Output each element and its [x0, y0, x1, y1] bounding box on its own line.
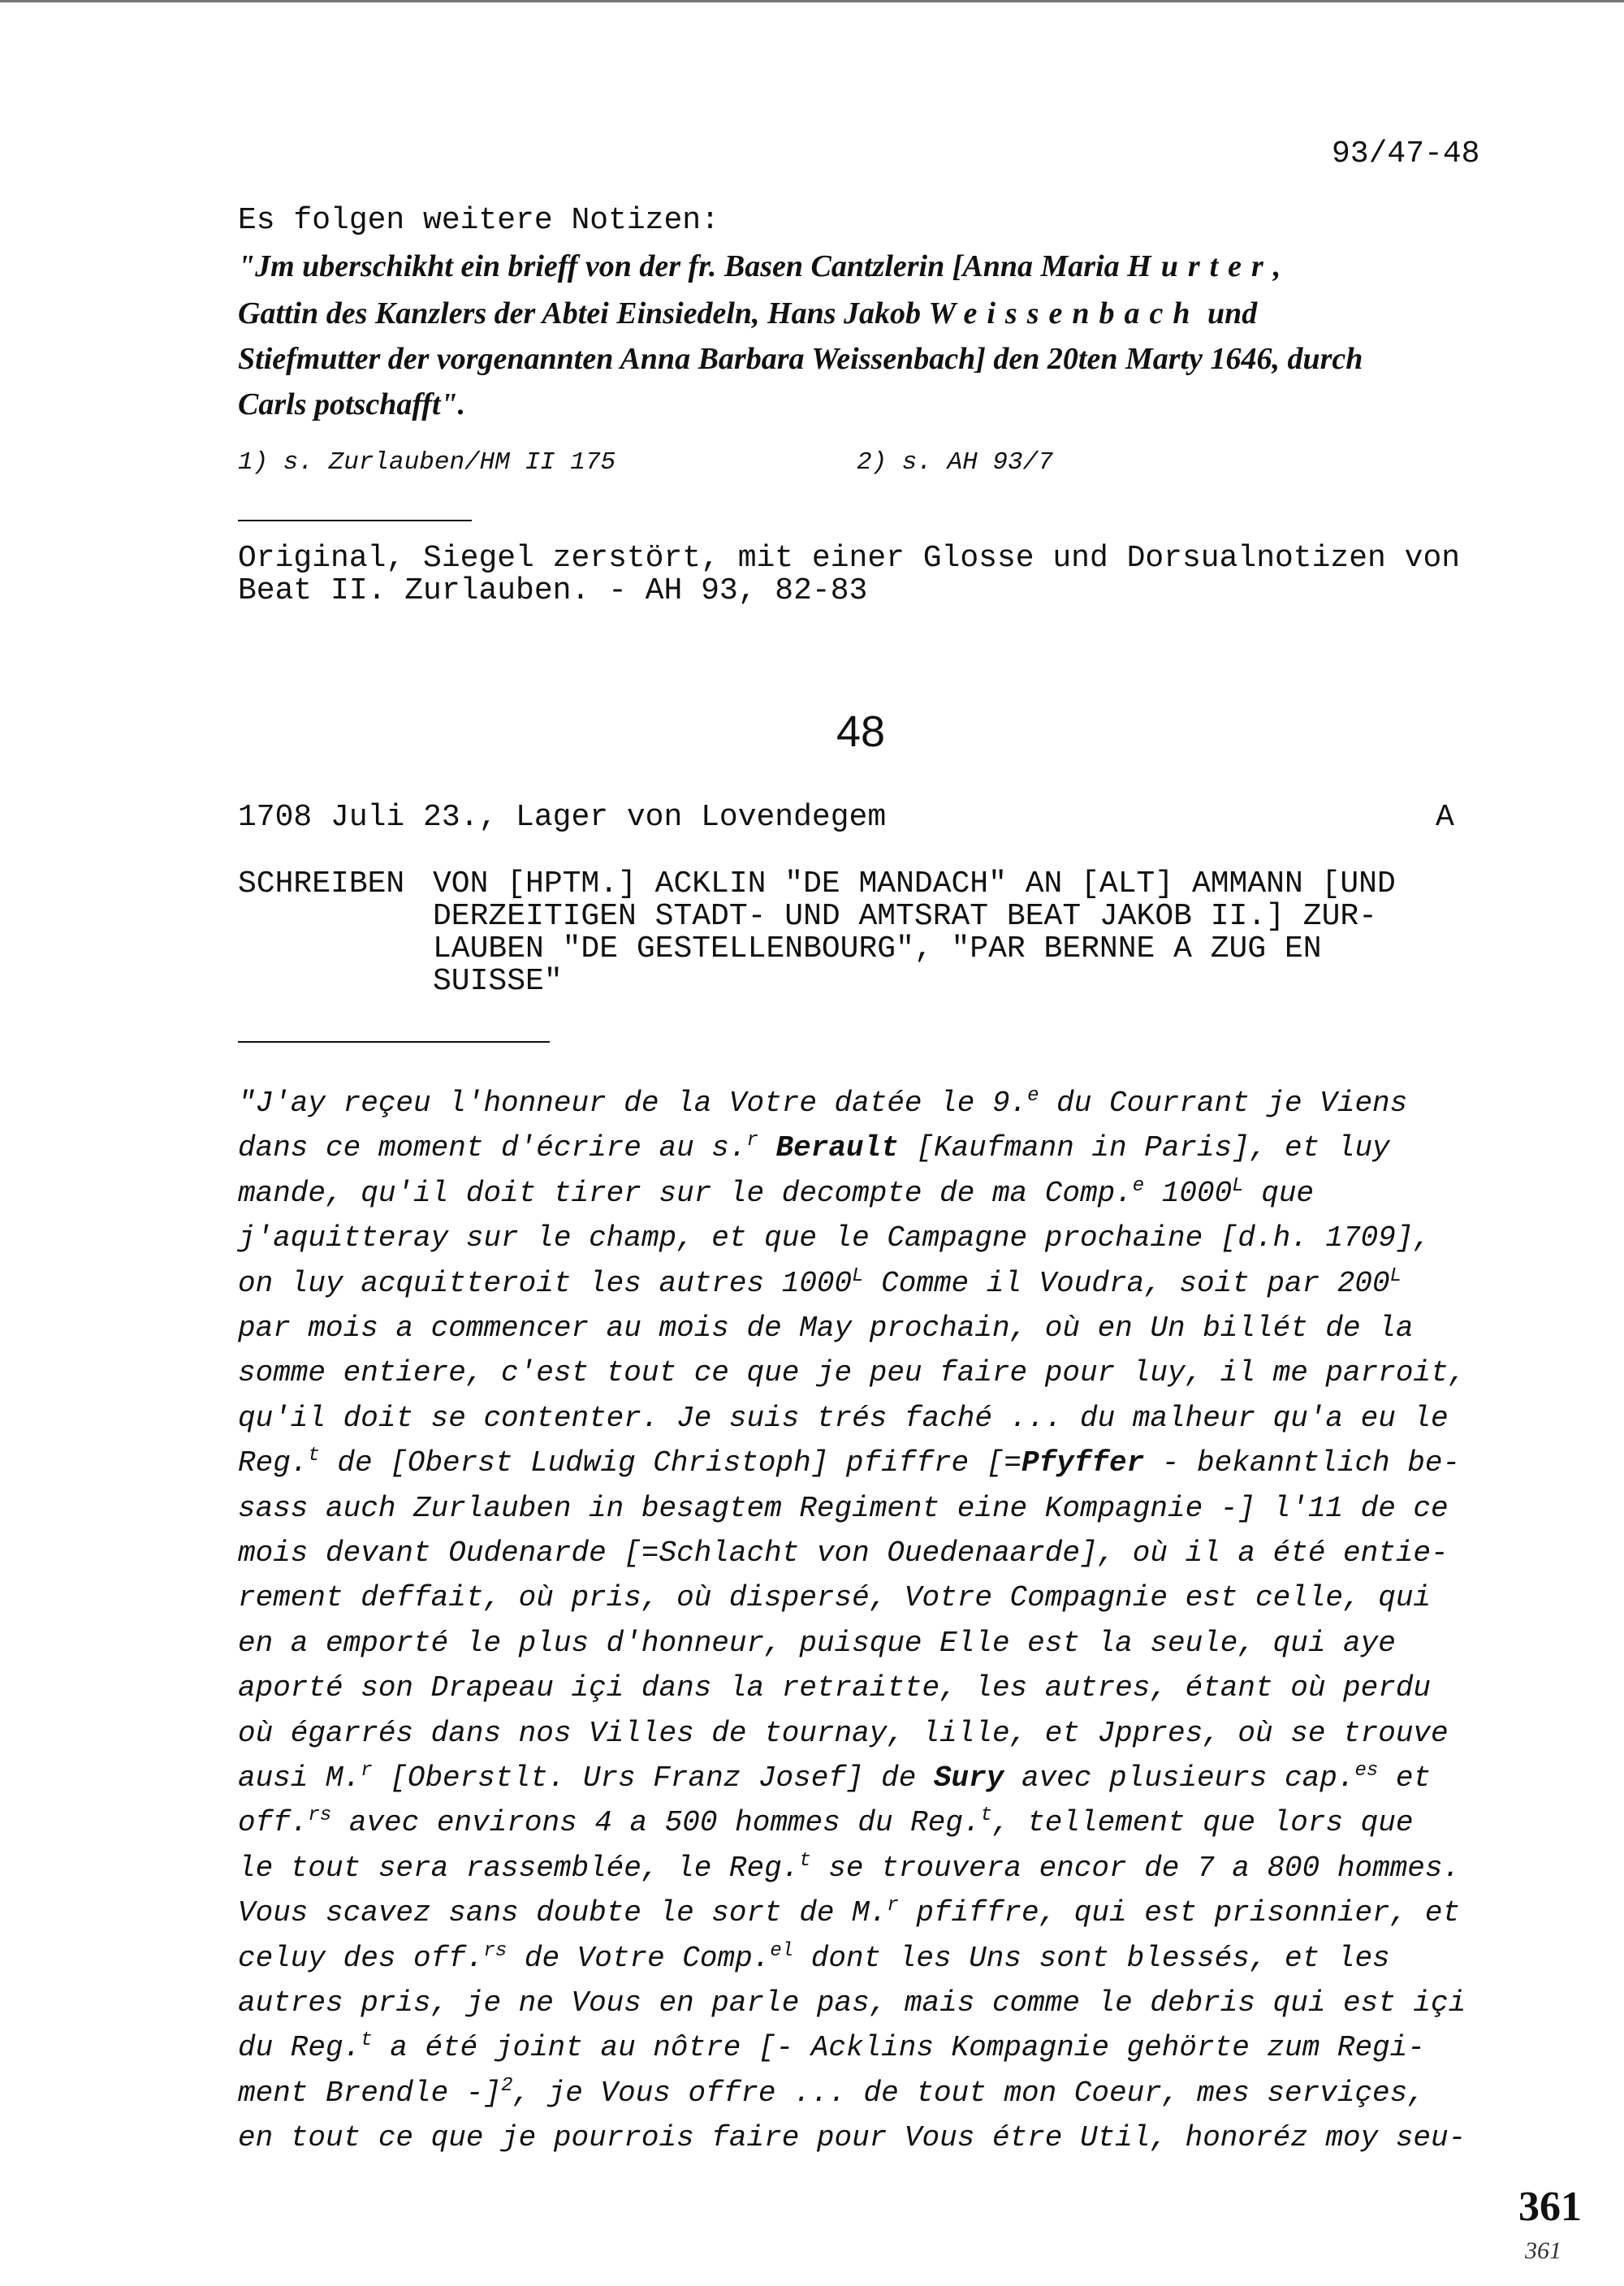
- heading-line-1: VON [HPTM.] ACKLIN "DE MANDACH" AN [ALT] AMMANN [UND: [433, 866, 1396, 901]
- body-line: [238, 2121, 1466, 2154]
- body-line: [238, 1267, 1402, 1300]
- original-note: [238, 542, 1460, 607]
- superscript: L: [1232, 1175, 1244, 1197]
- quote-text: Stiefmutter der vorgenannten Anna Barbara Weissenbach] den 20ten Marty 1646, durch: [238, 342, 1363, 376]
- body-line: [238, 1177, 1314, 1210]
- quote-text: Gattin des Kanzlers der Abtei Einsiedeln, Hans Jakob: [238, 296, 929, 331]
- heading-lead: SCHREIBEN: [238, 866, 405, 901]
- body-text: somme entiere, c'est tout ce que je peu faire pour luy, il me parroit,: [238, 1356, 1466, 1389]
- body-text: avec environs 4 a 500 hommes du Reg.: [331, 1806, 981, 1839]
- superscript: L: [1389, 1265, 1402, 1287]
- body-line: [238, 2031, 1425, 2064]
- body-line: [238, 1671, 1431, 1705]
- superscript: r: [746, 1130, 758, 1152]
- heading-line-4: SUISSE": [433, 964, 563, 999]
- body-text: mande, qu'il doit tirer sur le decompte de ma Comp.: [238, 1177, 1133, 1210]
- body-text: du Reg.: [238, 2031, 361, 2064]
- body-text: le tout sera rassemblée, le Reg.: [238, 1852, 800, 1885]
- body-text: où égarrés dans nos Villes de tournay, lille, et Jppres, où se trouve: [238, 1717, 1449, 1750]
- body-text: 1000: [1144, 1177, 1233, 1210]
- superscript: e: [1132, 1175, 1145, 1197]
- footnote-1: 1) s. Zurlauben/HM II 175: [238, 448, 616, 477]
- body-text: , tellement que lors que: [991, 1806, 1414, 1839]
- body-text: - bekanntlich be-: [1144, 1446, 1461, 1480]
- name-emphasis: Pfyffer: [1021, 1446, 1145, 1480]
- quote-line: [238, 248, 1281, 284]
- superscript: r: [887, 1895, 899, 1917]
- body-text: et: [1378, 1761, 1432, 1795]
- body-text: ment Brendle -]: [238, 2076, 502, 2110]
- body-text: dont les Uns sont blessés, et les: [793, 1942, 1390, 1975]
- quote-text: "Jm uberschikht ein brieff von der fr. Basen Cantzlerin [Anna Maria: [238, 249, 1128, 283]
- body-line: [238, 1581, 1431, 1614]
- body-line: [238, 1446, 1460, 1480]
- body-text: en tout ce que je pourrois faire pour Vous étre Util, honoréz moy seu-: [238, 2121, 1466, 2154]
- superscript: t: [799, 1850, 811, 1872]
- name-emphasis: Sury: [933, 1761, 1004, 1795]
- body-text: que: [1243, 1177, 1315, 1210]
- body-text: qu'il doit se contenter. Je suis trés faché ... du malheur qu'a eu le: [238, 1402, 1449, 1435]
- quote-text: Carls potschafft".: [238, 387, 466, 421]
- body-line: [238, 1131, 1390, 1165]
- body-text: Reg.: [238, 1446, 309, 1480]
- page-number: 361: [1518, 2184, 1582, 2230]
- body-text: se trouvera encor de 7 a 800 hommes.: [810, 1852, 1461, 1885]
- body-line: [238, 1627, 1396, 1660]
- heading-divider: [238, 1041, 550, 1043]
- superscript: t: [361, 2029, 373, 2051]
- superscript: 2: [501, 2075, 513, 2097]
- spaced-name: Weissenbach: [928, 296, 1200, 331]
- heading-line-2: DERZEITIGEN STADT- UND AMTSRAT BEAT JAKOB II.] ZUR-: [433, 899, 1377, 934]
- body-text: , je Vous offre ... de tout mon Coeur, mes serviçes,: [512, 2076, 1425, 2110]
- superscript: rs: [308, 1804, 332, 1826]
- superscript: el: [770, 1940, 794, 1962]
- body-text: de [Oberst Ludwig Christoph] pfiffre [=: [319, 1446, 1021, 1480]
- body-line: [238, 1221, 1431, 1255]
- footnote-divider: [238, 520, 472, 521]
- body-line: [238, 1942, 1390, 1975]
- body-line: [238, 1852, 1460, 1885]
- document-number: 48: [836, 707, 886, 756]
- body-line: [238, 1402, 1449, 1435]
- quote-text: und: [1199, 296, 1258, 331]
- quote-line: [238, 296, 1257, 331]
- body-text: [Oberstlt. Urs Franz Josef] de: [372, 1761, 934, 1795]
- original-note-line-2: Beat II. Zurlauben. - AH 93, 82-83: [238, 573, 868, 608]
- body-text: [758, 1131, 776, 1165]
- body-line: [238, 1312, 1413, 1345]
- superscript: e: [1027, 1085, 1039, 1107]
- body-line: [238, 1087, 1407, 1120]
- body-text: "J'ay reçeu l'honneur de la Votre datée le 9.: [238, 1087, 1028, 1120]
- body-text: mois devant Oudenarde [=Schlacht von Ouedenaarde], où il a été entie-: [238, 1536, 1449, 1570]
- body-text: pfiffre, qui est prisonnier, et: [898, 1896, 1461, 1929]
- quote-line: [238, 387, 465, 422]
- name-emphasis: Berault: [775, 1131, 899, 1165]
- body-text: du Courrant je Viens: [1039, 1087, 1408, 1120]
- intro-text: Es folgen weitere Notizen:: [238, 203, 719, 238]
- body-text: dans ce moment d'écrire au s.: [238, 1131, 747, 1165]
- footnote-2: 2) s. AH 93/7: [857, 448, 1053, 477]
- superscript: r: [361, 1760, 373, 1782]
- body-text: en a emporté le plus d'honneur, puisque Elle est la seule, qui aye: [238, 1627, 1396, 1660]
- body-text: off.: [238, 1806, 309, 1839]
- body-line: [238, 2076, 1425, 2110]
- document-reference: 93/47-48: [1332, 136, 1480, 171]
- body-line: [238, 1536, 1449, 1570]
- superscript: t: [980, 1804, 992, 1826]
- body-text: Vous scavez sans doubte le sort de M.: [238, 1896, 888, 1929]
- body-line: [238, 1356, 1466, 1389]
- body-text: rement deffait, où pris, où dispersé, Votre Compagnie est celle, qui: [238, 1581, 1432, 1614]
- spaced-name: Hurter: [1127, 249, 1273, 283]
- body-line: [238, 1806, 1413, 1839]
- body-text: [Kaufmann in Paris], et luy: [898, 1131, 1390, 1165]
- quote-line: [238, 341, 1363, 377]
- body-text: autres pris, je ne Vous en parle pas, mais comme le debris qui est içi: [238, 1986, 1466, 2020]
- body-text: de Votre Comp.: [507, 1942, 771, 1975]
- letter-marker: A: [1436, 800, 1454, 835]
- body-line: [238, 1896, 1460, 1929]
- body-text: ausi M.: [238, 1761, 361, 1795]
- body-text: sass auch Zurlauben in besagtem Regiment eine Kompagnie -] l'11 de ce: [238, 1492, 1449, 1525]
- superscript: es: [1354, 1760, 1379, 1782]
- superscript: rs: [483, 1940, 508, 1962]
- body-text: par mois a commencer au mois de May prochain, où en Un billét de la: [238, 1312, 1414, 1345]
- body-line: [238, 1717, 1449, 1750]
- body-text: celuy des off.: [238, 1942, 484, 1975]
- heading-line-3: LAUBEN "DE GESTELLENBOURG", "PAR BERNNE A ZUG EN: [433, 931, 1322, 966]
- page-number-handwritten: 361: [1525, 2237, 1561, 2264]
- superscript: L: [852, 1265, 864, 1287]
- original-note-line-1: Original, Siegel zerstört, mit einer Glosse und Dorsualnotizen von: [238, 541, 1461, 576]
- body-text: a été joint au nôtre [- Acklins Kompagnie gehörte zum Regi-: [372, 2031, 1425, 2064]
- superscript: t: [308, 1445, 320, 1467]
- dateline: 1708 Juli 23., Lager von Lovendegem: [238, 800, 887, 835]
- body-line: [238, 1986, 1466, 2020]
- body-text: aporté son Drapeau içi dans la retraitte, les autres, étant où perdu: [238, 1671, 1432, 1705]
- top-rule: [0, 0, 1624, 2]
- body-text: j'aquitteray sur le champ, et que le Campagne prochaine [d.h. 1709],: [238, 1221, 1432, 1255]
- body-text: avec plusieurs cap.: [1004, 1761, 1355, 1795]
- body-line: [238, 1492, 1449, 1525]
- body-text: on luy acquitteroit les autres 1000: [238, 1267, 853, 1300]
- body-text: Comme il Voudra, soit par 200: [863, 1267, 1390, 1300]
- body-line: [238, 1761, 1431, 1795]
- quote-text: ,: [1272, 249, 1281, 283]
